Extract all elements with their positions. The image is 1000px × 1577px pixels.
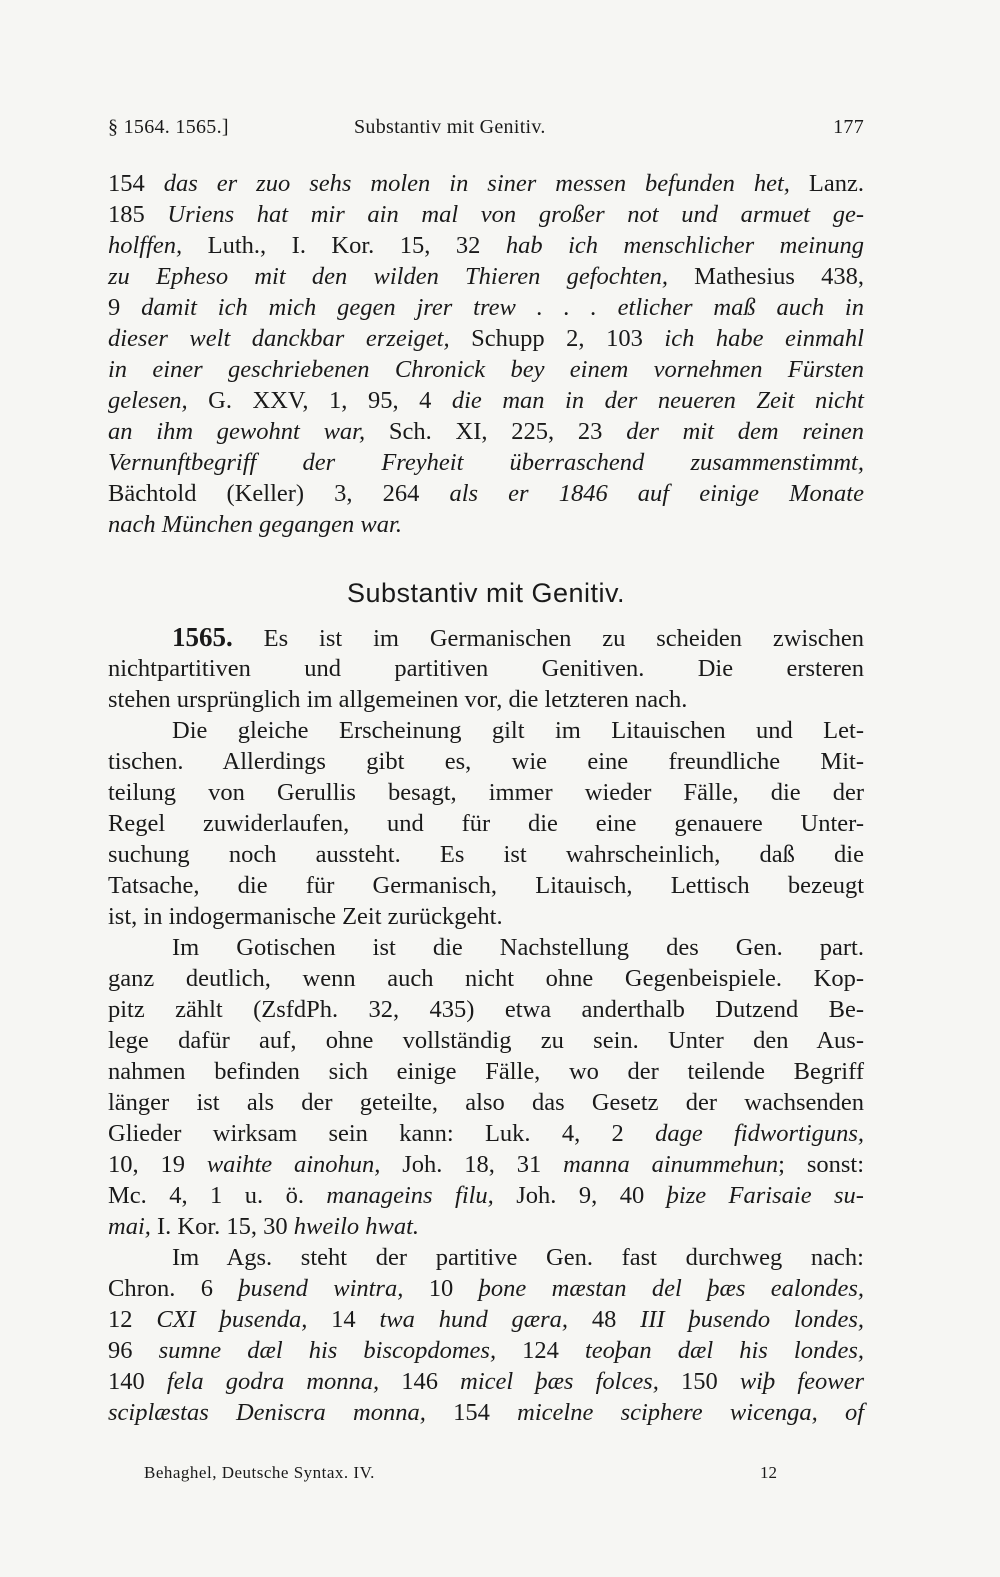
text-line: pitz zählt (ZsfdPh. 32, 435) etwa anderthalb Dutzend Be-	[108, 996, 864, 1023]
text-line: nahmen befinden sich einige Fälle, wo der teilende Begriff	[108, 1058, 864, 1085]
text-line: Im Gotischen ist die Nachstellung des Gen. part.	[172, 934, 864, 961]
text-line: 9 damit ich mich gegen jrer trew . . . etlicher maß auch in	[108, 294, 864, 321]
text-line: dieser welt danckbar erzeiget, Schupp 2, 103 ich habe einmahl	[108, 325, 864, 352]
text-line: lege dafür auf, ohne vollständig zu sein. Unter den Aus-	[108, 1027, 864, 1054]
footer-signature: 12	[760, 1463, 777, 1482]
text-line: Glieder wirksam sein kann: Luk. 4, 2 dage fidwortiguns,	[108, 1120, 865, 1147]
continued-examples-paragraph	[108, 168, 864, 540]
text-line: mai, I. Kor. 15, 30 hweilo hwat.	[108, 1213, 420, 1240]
text-line: stehen ursprünglich im allgemeinen vor, die letzteren nach.	[108, 686, 688, 713]
text-line: suchung noch aussteht. Es ist wahrscheinlich, daß die	[108, 841, 864, 868]
text-line: Im Ags. steht der partitive Gen. fast durchweg nach:	[172, 1244, 864, 1271]
footer	[144, 1463, 784, 1489]
text-line: Die gleiche Erscheinung gilt im Litauischen und Let-	[172, 717, 864, 744]
text-line: 1565. Es ist im Germanischen zu scheiden zwischen	[172, 622, 864, 652]
text-line: 96 sumne dæl his biscopdomes, 124 teoþan dæl his londes,	[108, 1337, 864, 1364]
text-line: in einer geschriebenen Chronick bey einem vornehmen Fürsten	[108, 356, 864, 383]
text-line: 10, 19 waihte ainohun, Joh. 18, 31 manna ainummehun; sonst:	[108, 1151, 864, 1178]
header-section-ref: § 1564. 1565.]	[108, 116, 229, 138]
text-line: Chron. 6 þusend wintra, 10 þone mæstan del þæs ealondes,	[108, 1275, 864, 1302]
text-line: 185 Uriens hat mir ain mal von großer not und armuet ge-	[108, 201, 865, 228]
text-line: 140 fela godra monna, 146 micel þæs folces, 150 wiþ feower	[108, 1368, 865, 1395]
text-line: teilung von Gerullis besagt, immer wieder Fälle, die der	[108, 779, 864, 806]
running-header	[108, 116, 864, 148]
text-line: sciplæstas Deniscra monna, 154 micelne sciphere wicenga, of	[108, 1399, 865, 1426]
text-line: Bächtold (Keller) 3, 264 als er 1846 auf einige Monate	[108, 480, 864, 507]
text-line: zu Epheso mit den wilden Thieren gefochten, Mathesius 438,	[108, 263, 864, 290]
text-line: Tatsache, die für Germanisch, Litauisch, Lettisch bezeugt	[108, 872, 864, 899]
section-1565	[108, 622, 864, 1428]
text-line: ist, in indogermanische Zeit zurückgeht.	[108, 903, 503, 930]
text-line: an ihm gewohnt war, Sch. XI, 225, 23 der mit dem reinen	[108, 418, 864, 445]
text-line: Vernunftbegriff der Freyheit überraschend zusammenstimmt,	[108, 449, 864, 476]
text-line: 12 CXI þusenda, 14 twa hund gæra, 48 III þusendo londes,	[108, 1306, 865, 1333]
text-line: tischen. Allerdings gibt es, wie eine freundliche Mit-	[108, 748, 864, 775]
text-line: 154 das er zuo sehs molen in siner messen befunden het, Lanz.	[108, 170, 865, 197]
footer-source: Behaghel, Deutsche Syntax. IV.	[144, 1463, 375, 1482]
text-line: länger ist als der geteilte, also das Gesetz der wachsenden	[108, 1089, 864, 1116]
text-line: holffen, Luth., I. Kor. 15, 32 hab ich menschlicher meinung	[108, 232, 864, 259]
section-heading: Substantiv mit Genitiv.	[346, 578, 626, 608]
header-title: Substantiv mit Genitiv.	[354, 116, 546, 138]
text-line: gelesen, G. XXV, 1, 95, 4 die man in der neueren Zeit nicht	[108, 387, 864, 414]
text-line: nach München gegangen war.	[108, 511, 402, 538]
text-line: nichtpartitiven und partitiven Genitiven. Die ersteren	[108, 655, 864, 682]
section-number: 1565.	[172, 622, 233, 652]
text-line: ganz deutlich, wenn auch nicht ohne Gegenbeispiele. Kop-	[108, 965, 864, 992]
text-line: Regel zuwiderlaufen, und für die eine genauere Unter-	[108, 810, 864, 837]
page-number: 177	[833, 116, 864, 138]
text-line: Mc. 4, 1 u. ö. manageins filu, Joh. 9, 40 þize Farisaie su-	[108, 1182, 864, 1209]
